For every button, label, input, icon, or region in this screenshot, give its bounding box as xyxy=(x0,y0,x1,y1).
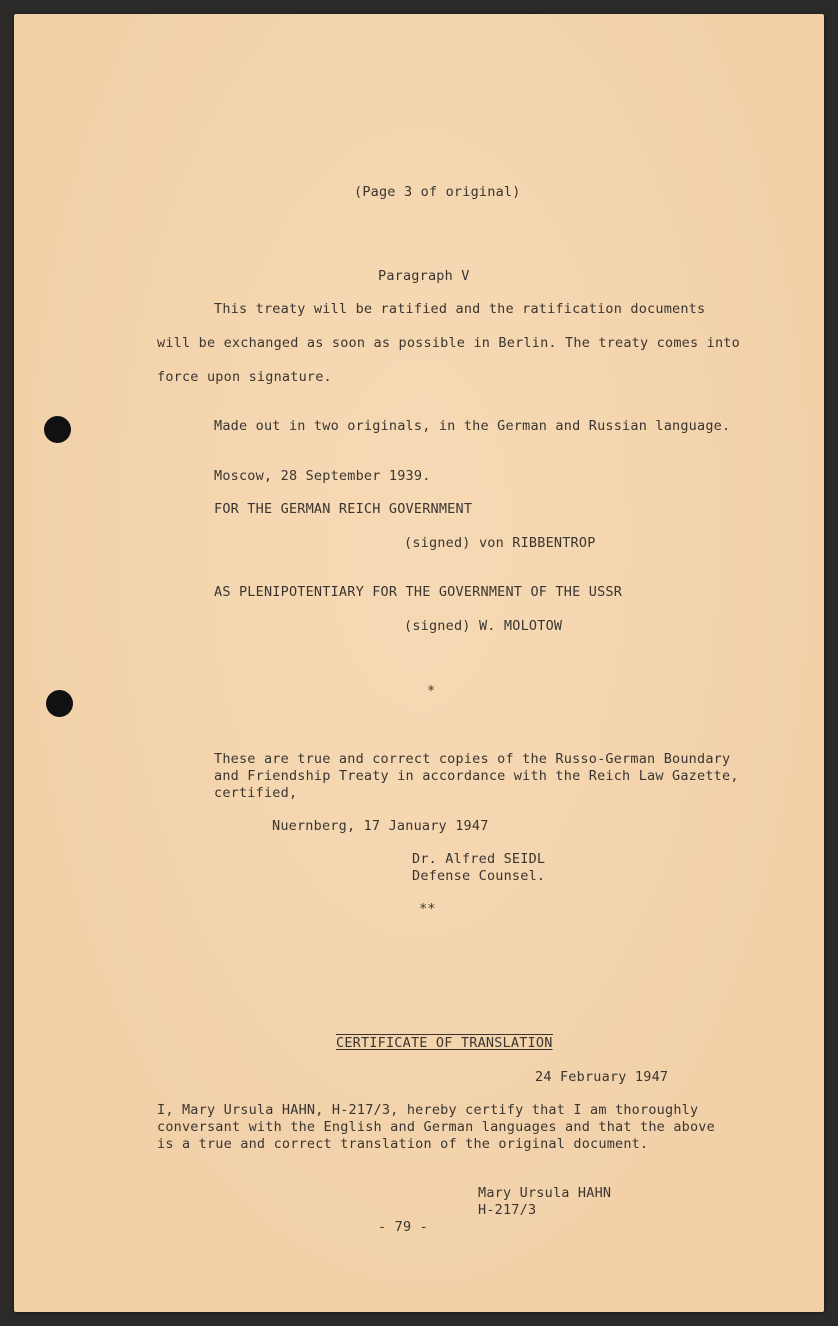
ussr-party: AS PLENIPOTENTIARY FOR THE GOVERNMENT OF THE USSR xyxy=(214,584,623,600)
body-line-3: force upon signature. xyxy=(157,369,332,385)
body-line-2: will be exchanged as soon as possible in Berlin. The treaty comes into xyxy=(157,335,740,351)
punch-hole-top xyxy=(44,416,71,443)
translation-line-3: is a true and correct translation of the original document. xyxy=(157,1136,649,1152)
cert-place-date: Nuernberg, 17 January 1947 xyxy=(272,818,489,834)
certificate-title: CERTIFICATE OF TRANSLATION xyxy=(336,1035,553,1051)
place-date: Moscow, 28 September 1939. xyxy=(214,468,431,484)
certification-line-3: certified, xyxy=(214,785,298,801)
counsel-title: Defense Counsel. xyxy=(412,868,546,884)
translator-id: H-217/3 xyxy=(478,1202,537,1218)
translation-line-1: I, Mary Ursula HAHN, H-217/3, hereby certify that I am thoroughly xyxy=(157,1102,699,1118)
separator-star: * xyxy=(427,683,436,699)
counsel-name: Dr. Alfred SEIDL xyxy=(412,851,546,867)
certification-line-2: and Friendship Treaty in accordance with the Reich Law Gazette, xyxy=(214,768,739,784)
punch-hole-bottom xyxy=(46,690,73,717)
page-number: - 79 - xyxy=(378,1219,428,1235)
translation-line-2: conversant with the English and German languages and that the above xyxy=(157,1119,715,1135)
certificate-date: 24 February 1947 xyxy=(535,1069,669,1085)
made-out-line: Made out in two originals, in the German and Russian language. xyxy=(214,418,731,434)
body-line-1: This treaty will be ratified and the ratification documents xyxy=(214,301,706,317)
german-signature: (signed) von RIBBENTROP xyxy=(404,535,596,551)
separator-double-star: ** xyxy=(419,901,436,917)
translator-name: Mary Ursula HAHN xyxy=(478,1185,612,1201)
certification-line-1: These are true and correct copies of the Russo-German Boundary xyxy=(214,751,731,767)
ussr-signature: (signed) W. MOLOTOW xyxy=(404,618,563,634)
page-header: (Page 3 of original) xyxy=(354,184,521,200)
paragraph-title: Paragraph V xyxy=(378,268,470,284)
german-party: FOR THE GERMAN REICH GOVERNMENT xyxy=(214,501,473,517)
